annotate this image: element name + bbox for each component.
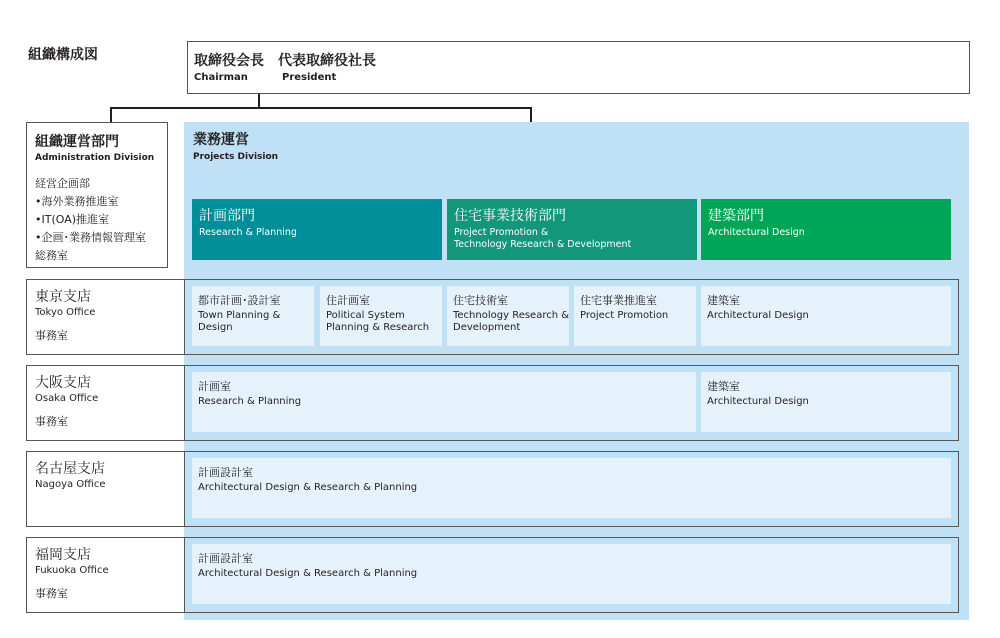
executive-box [187,41,970,94]
chairman-label: Chairman [194,72,248,83]
section-name: 住宅技術室 [453,294,508,307]
admin-division-title: 組織運営部門 [35,134,119,150]
office-name-box [27,280,185,354]
department-name: 建築部門 [708,208,764,224]
department-housing-technology [447,199,697,260]
department-planning [192,199,442,260]
section-name-en: Political System Planning & Research [326,310,430,333]
admin-division-list [35,175,146,265]
connector-vertical-exec [258,94,260,108]
connector-horizontal [110,107,532,109]
section-name-en: Project Promotion [580,310,669,321]
executive-titles-jp: 取締役会長 代表取締役社長 [194,53,376,69]
section-name-en: Architectural Design [707,396,809,407]
admin-item: •企画･業務情報管理室 [35,231,146,244]
section-name: 住計画室 [326,294,370,307]
section-name-en: Architectural Design & Research & Planning [198,568,418,579]
office-extra: 事務室 [35,415,68,428]
office-extra: 事務室 [35,587,68,600]
office-name-box [27,538,185,612]
office-name-en: Tokyo Office [35,307,96,318]
section-box [447,286,569,346]
office-name-box [27,366,185,440]
admin-item: •IT(OA)推進室 [35,213,110,226]
section-name: 住宅事業推進室 [580,294,657,307]
section-box [701,286,951,346]
projects-division-title: 業務運営 [193,132,249,148]
section-box [192,372,696,432]
section-name: 計画設計室 [198,552,253,565]
office-name-en: Osaka Office [35,393,99,404]
projects-division-subtitle: Projects Division [193,152,279,162]
section-name-en: Technology Research & Development [453,310,570,333]
section-name-en: Research & Planning [198,396,302,407]
section-name: 計画室 [198,380,231,393]
president-label: President [282,72,337,83]
section-name-en: Architectural Design & Research & Planning [198,482,418,493]
admin-item: •海外業務推進室 [35,195,119,208]
section-name: 都市計画･設計室 [198,294,281,307]
admin-item: 総務室 [35,249,68,262]
connector-vertical-admin [110,107,112,123]
department-name: 住宅事業技術部門 [454,208,566,224]
section-box [192,544,951,604]
admin-item: 経営企画部 [35,177,90,190]
department-name-en: Research & Planning [199,227,297,238]
admin-division-subtitle: Administration Division [35,153,155,163]
department-name-en: Architectural Design [708,227,805,238]
admin-division-box [26,122,168,268]
chart-title: 組織構成図 [28,47,98,63]
section-box [574,286,696,346]
section-name-en: Architectural Design [707,310,809,321]
office-name: 東京支店 [35,289,91,305]
section-name: 建築室 [707,294,740,307]
office-name: 大阪支店 [35,375,91,391]
section-name-en: Town Planning & Design [198,310,281,333]
executive-titles-en [194,72,337,83]
section-box [192,458,951,518]
department-name: 計画部門 [199,208,255,224]
section-name: 計画設計室 [198,466,253,479]
section-box [320,286,442,346]
office-name: 福岡支店 [35,547,91,563]
section-box [192,286,314,346]
section-name: 建築室 [707,380,740,393]
office-name-en: Fukuoka Office [35,565,109,576]
department-name-en: Project Promotion & Technology Research & Development [454,227,632,250]
office-name: 名古屋支店 [35,461,105,477]
office-extra: 事務室 [35,329,68,342]
section-box [701,372,951,432]
office-name-en: Nagoya Office [35,479,106,490]
office-name-box [27,452,185,526]
department-architecture [701,199,951,260]
connector-vertical-projects [530,107,532,123]
